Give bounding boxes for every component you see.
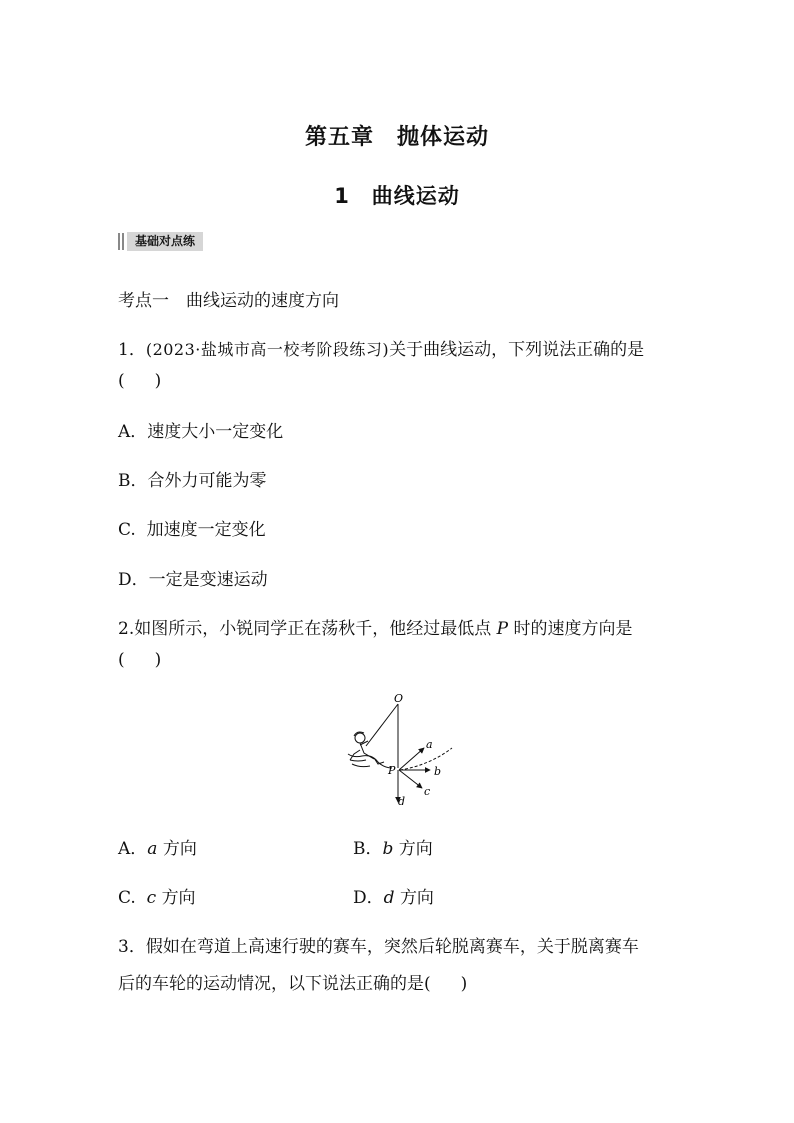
practice-badge xyxy=(118,232,203,251)
q1-option-d: D．一定是变速运动 xyxy=(118,570,268,590)
q2-option-d: D．d 方向 xyxy=(353,888,434,908)
q2-stem: 2.如图所示，小锐同学正在荡秋千，他经过最低点 P 时的速度方向是 xyxy=(118,619,633,639)
q3-number: 3． xyxy=(118,937,146,957)
label-O: O xyxy=(394,692,404,705)
chapter-title: 第五章 抛体运动 xyxy=(304,125,489,150)
badge-bars-icon xyxy=(118,233,124,250)
q1-option-c: C. 加速度一定变化 xyxy=(118,520,266,540)
swing-rope xyxy=(366,704,398,746)
q2-point-label: P xyxy=(496,619,509,639)
q3-stem-line1: 3．假如在弯道上高速行驶的赛车，突然后轮脱离赛车，关于脱离赛车 xyxy=(118,937,639,957)
label-b: b xyxy=(434,765,442,778)
q2-answer-blank: ( ) xyxy=(118,650,162,670)
q2-number: 2. xyxy=(118,619,135,639)
trajectory-dashed xyxy=(400,748,452,770)
label-a: a xyxy=(426,738,433,751)
q1-number: 1． xyxy=(118,340,146,360)
q1-option-b: B．合外力可能为零 xyxy=(118,471,267,491)
q1-source: (2023·盐城市高一校考阶段练习) xyxy=(145,340,390,359)
q1-text: 关于曲线运动，下列说法正确的是 xyxy=(389,340,645,360)
section-title: 1 曲线运动 xyxy=(334,184,460,208)
q3-stem-line2: 后的车轮的运动情况，以下说法正确的是( ) xyxy=(118,974,468,994)
badge-label: 基础对点练 xyxy=(127,232,203,251)
q2-option-b: B．b 方向 xyxy=(353,839,433,859)
arrow-a xyxy=(399,748,424,770)
q2-option-c: C. c 方向 xyxy=(118,888,196,908)
child-on-swing-icon xyxy=(348,732,392,768)
q2-option-a: A．a 方向 xyxy=(118,839,197,859)
arrow-c xyxy=(399,770,422,788)
label-c: c xyxy=(424,785,431,798)
q1-stem xyxy=(118,335,644,360)
label-d: d xyxy=(398,795,406,808)
label-P: P xyxy=(388,764,396,777)
swing-figure xyxy=(330,690,460,808)
q1-answer-blank: ( ) xyxy=(118,371,162,391)
topic-heading: 考点一 曲线运动的速度方向 xyxy=(118,291,339,311)
q1-option-a: A．速度大小一定变化 xyxy=(118,422,284,442)
